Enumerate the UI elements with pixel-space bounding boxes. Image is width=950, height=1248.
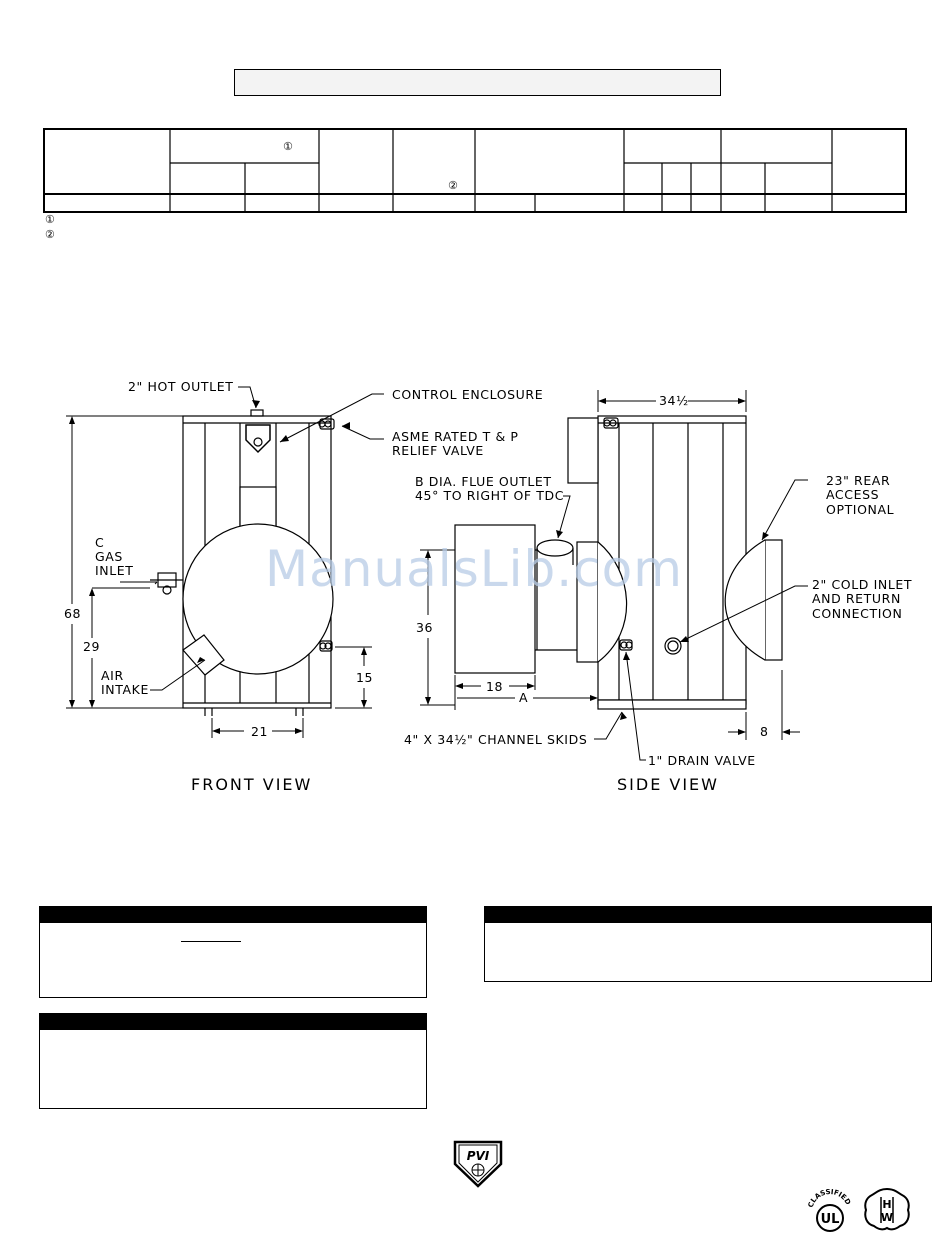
label-hot-outlet: 2" HOT OUTLET [128,379,234,394]
table-footnote-mark-2: ② [448,179,458,192]
label-gas-gas: GAS [95,549,123,564]
label-drain-valve: 1" DRAIN VALVE [648,753,756,768]
ul-classified-icon [806,1186,854,1234]
label-rear-1: 23" REAR [826,473,891,488]
label-cold-2: AND RETURN [812,591,901,606]
dim-21: 21 [251,724,269,739]
table-footnote-mark-1: ① [283,140,293,153]
svg-text:H: H [882,1198,892,1211]
panel-underline [181,941,241,942]
panel-right-header [485,907,931,923]
dim-36: 36 [416,620,434,635]
panel-left-top-header [40,907,426,923]
svg-text:CLASSIFIED: CLASSIFIED [806,1187,853,1209]
footnote-2: ② [45,229,55,241]
label-rear-3: OPTIONAL [826,502,895,517]
label-flue-2: 45° TO RIGHT OF TDC [415,488,565,503]
dim-15: 15 [356,670,374,685]
svg-text:W: W [880,1211,894,1224]
dim-68: 68 [64,606,82,621]
label-flue-1: B DIA. FLUE OUTLET [415,474,552,489]
panel-left-bottom-header [40,1014,426,1030]
dim-8: 8 [760,724,769,739]
hlw-logo-icon [862,1186,912,1232]
label-cold-3: CONNECTION [812,606,903,621]
label-gas-inlet: INLET [95,563,134,578]
spec-table [43,128,907,213]
label-gas-c: C [95,535,105,550]
dim-29: 29 [83,639,101,654]
label-control-enclosure: CONTROL ENCLOSURE [392,387,544,402]
label-asme-1: ASME RATED T & P [392,429,519,444]
footnote-1: ① [45,214,55,226]
label-rear-2: ACCESS [826,487,880,502]
svg-text:UL: UL [820,1212,840,1227]
dim-18: 18 [486,679,504,694]
watermark: ManualsLib.com [265,540,683,598]
panel-left-bottom [39,1013,427,1109]
label-channel-skids: 4" X 34½" CHANNEL SKIDS [404,732,588,747]
label-air: AIR [101,668,124,683]
label-cold-1: 2" COLD INLET [812,577,913,592]
label-air-intake: INTAKE [101,682,149,697]
title-box [234,69,721,96]
front-view-title: FRONT VIEW [191,775,313,794]
panel-right [484,906,932,982]
front-shield-icon [246,425,270,452]
svg-text:PVI: PVI [466,1149,490,1163]
side-view-title: SIDE VIEW [617,775,719,794]
panel-left-top [39,906,427,998]
dim-34-5: 34½ [659,393,689,408]
pvi-logo-icon [452,1138,504,1190]
dim-a: A [519,690,529,705]
label-asme-2: RELIEF VALVE [392,443,484,458]
